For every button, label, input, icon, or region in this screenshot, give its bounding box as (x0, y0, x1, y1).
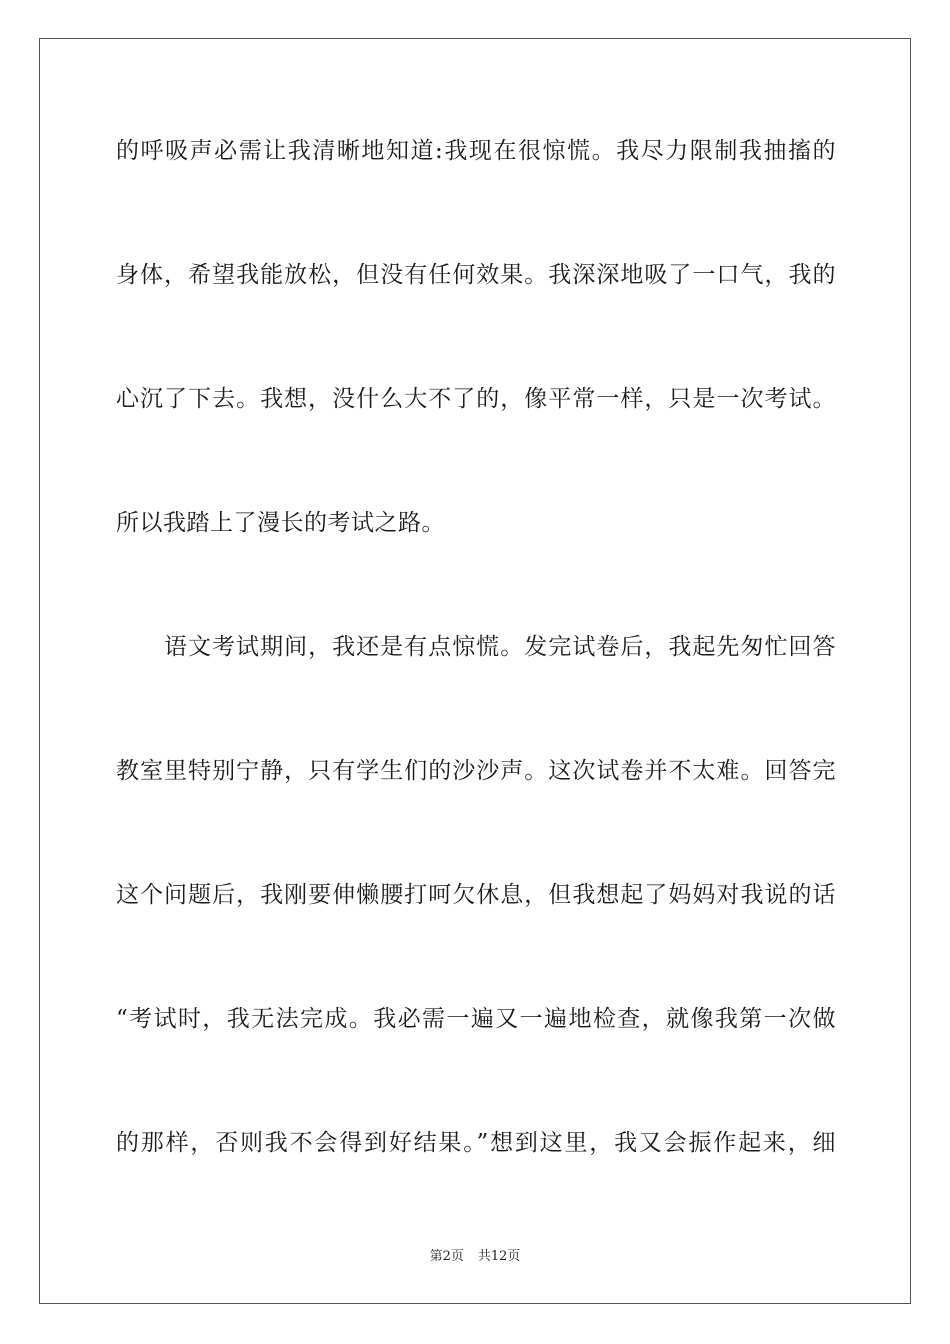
page-number: 第2页 (429, 1249, 464, 1264)
text-line: 所以我踏上了漫长的考试之路。 (116, 510, 445, 536)
page-border (39, 38, 911, 1304)
text-line: 心沉了下去。我想，没什么大不了的，像平常一样，只是一次考试。 (116, 386, 836, 412)
paragraph-first-line: 语文考试期间，我还是有点惊慌。发完试卷后，我起先匆忙回答 (164, 634, 836, 660)
text-line: “考试时，我无法完成。我必需一遍又一遍地检查，就像我第一次做 (116, 1006, 836, 1032)
text-line: 身体，希望我能放松，但没有任何效果。我深深地吸了一口气，我的 (116, 262, 836, 288)
text-line: 这个问题后，我刚要伸懒腰打呵欠休息，但我想起了妈妈对我说的话 (116, 882, 836, 908)
page-footer (0, 1248, 950, 1266)
text-line: 的那样，否则我不会得到好结果。”想到这里，我又会振作起来，细 (116, 1130, 836, 1156)
text-line: 的呼吸声必需让我清晰地知道:我现在很惊慌。我尽力限制我抽搐的 (116, 138, 836, 164)
text-line: 教室里特别宁静，只有学生们的沙沙声。这次试卷并不太难。回答完 (116, 758, 836, 784)
page-total: 共12页 (477, 1249, 521, 1264)
